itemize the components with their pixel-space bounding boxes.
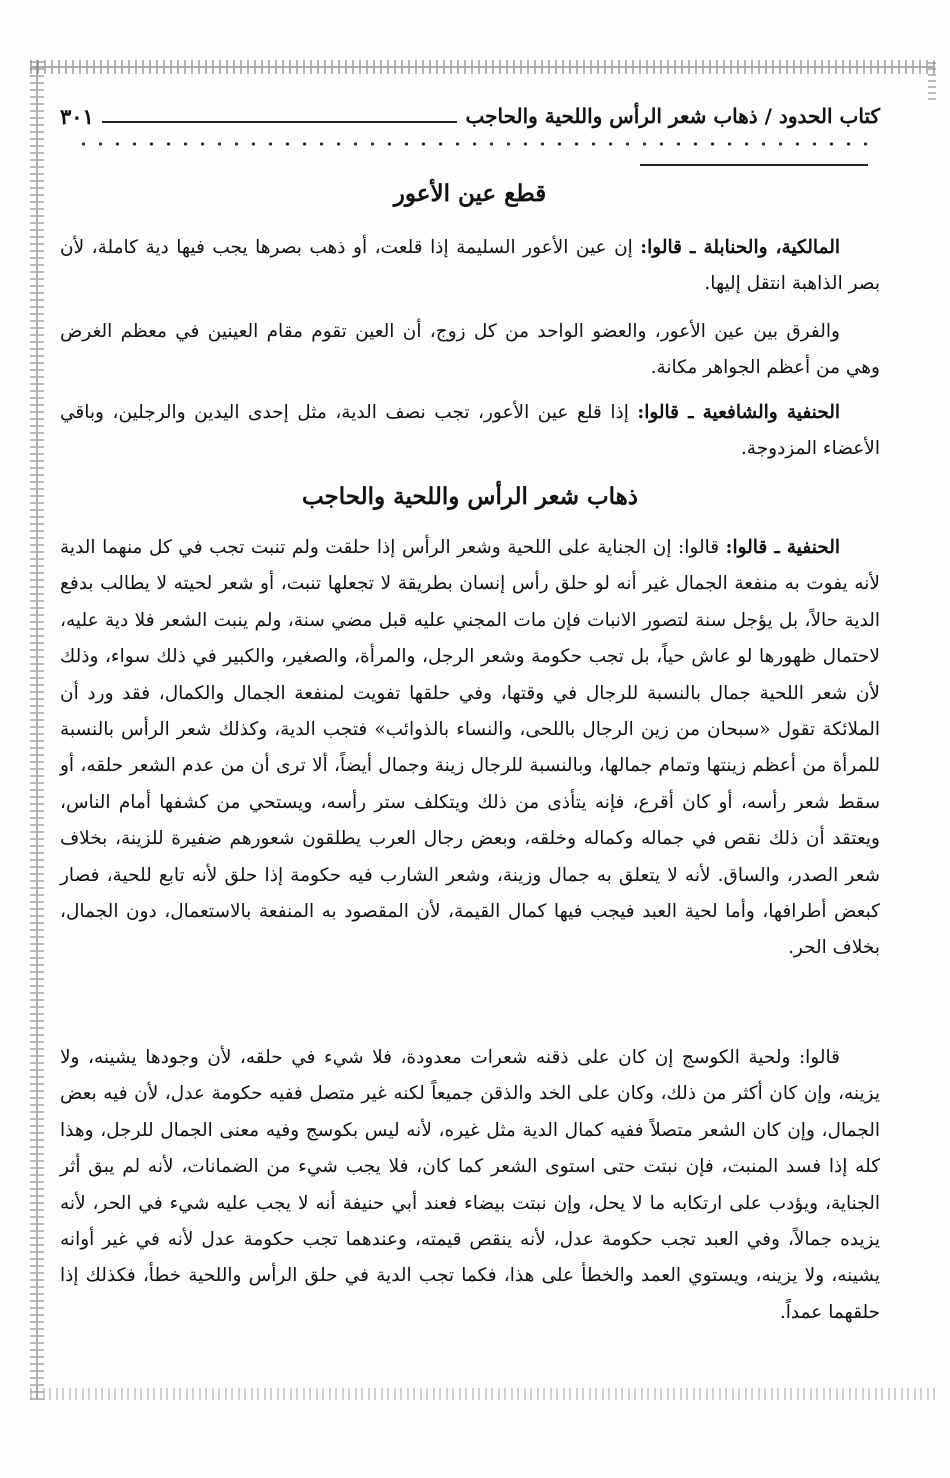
- dotted-divider: [75, 141, 875, 147]
- header-rule: [102, 121, 458, 123]
- page-number: ٣٠١: [60, 103, 94, 129]
- section1-p3-lead: الحنفية والشافعية ـ قالوا:: [637, 402, 840, 423]
- header-title: كتاب الحدود / ذهاب شعر الرأس واللحية والحاجب: [465, 104, 880, 128]
- section1-paragraph-2: [60, 314, 880, 387]
- section2-paragraph-2: [60, 1040, 880, 1331]
- section1-p1-lead: المالكية، والحنابلة ـ قالوا:: [640, 237, 840, 258]
- section2-p2-body: قالوا: ولحية الكوسج إن كان على ذقنه شعرات معدودة، فلا شيء في حلقه، لأن وجودها يشينه، ولا يزينه، وإن كان أكثر من ذلك، وكان على الخد والذقن جميعاً لكنه غير متصل ففيه حكومة عدل، لأن فيه بعض الجمال، وإن كان الشعر متصلاً ففيه كمال الدية مثل غيره، لأنه ليس بكوسج وفيه معنى الجمال للرجل، وهذا كله إذا فسد المنبت، فإن نبتت حتى استوى الشعر كما كان، فلا يجب شيء من الضمانات، لأنه لم يبق أثر الجناية، ويؤدب على ارتكابه ما لا يحل، وإن نبتت بيضاء فعند أبي حنيفة أنه لا يجب عليه شيء في الحر، لأنه يزيده جمالاً، وفي العبد تجب حكومة عدل، لأنه ينقص قيمته، وعندهما تجب حكومة عدل لأنه في غير أوانه يشينه، ولا يزينه، ويستوي العمد والخطأ على هذا، فكما تجب الدية في حلق الرأس واللحية خطأ، فكذلك إذا حلقهما عمداً.: [60, 1047, 880, 1323]
- section2-paragraph-1: [60, 530, 880, 967]
- section1-paragraph-3: [60, 395, 880, 468]
- section1-p1-body: إن عين الأعور السليمة إذا قلعت، أو ذهب بصرها يجب فيها دية كاملة، لأن بصر الذاهبة انتقل إليها.: [60, 237, 880, 295]
- section1-p2-body: والفرق بين عين الأعور، والعضو الواحد من كل زوج، أن العين تقوم مقام العينين في معظم الغرض وهي من أعظم الجواهر مكانة.: [60, 321, 880, 379]
- decorative-border-bottom: [30, 1388, 935, 1400]
- section1-paragraph-1: [60, 230, 880, 303]
- decorative-border-right: [928, 60, 936, 100]
- section2-heading: ذهاب شعر الرأس واللحية والحاجب: [301, 483, 639, 510]
- section2-p1-lead: الحنفية ـ قالوا:: [725, 537, 841, 558]
- section1-heading: قطع عين الأعور: [393, 180, 547, 207]
- decorative-border-left: [30, 60, 44, 1400]
- decorative-border-top: [30, 60, 935, 74]
- section1-p3-body: إذا قلع عين الأعور، تجب نصف الدية، مثل إحدى اليدين والرجلين، وباقي الأعضاء المزدوجة.: [60, 402, 880, 460]
- section2-p1-body: قالوا: إن الجناية على اللحية وشعر الرأس إذا حلقت ولم تنبت تجب في كل منهما الدية لأنه يفوت به منفعة الجمال غير أنه لو حلق رأس إنسان بطريقة لا تجعلها تنبت، أو شعر لحيته لا يطالب بدفع الدية حالاً، بل يؤجل سنة لتصور الانبات فإن مات المجني عليه قبل مضي سنة، ولم ينبت الشعر فلا دية عليه، لاحتمال ظهورها لو عاش حياً، بل تجب حكومة وشعر الرجل، والمرأة، والصغير، والكبير في ذلك سواء، وذلك لأن شعر اللحية جمال بالنسبة للرجال في وقتها، وفي حلقها تفويت لمنفعة الجمال والكمال، فقد ورد أن الملائكة تقول «سبحان من زين الرجال باللحى، والنساء بالذوائب» فتجب الدية، وكذلك شعر الرأس بالنسبة للمرأة من أعظم زينتها وتمام جمالها، وبالنسبة للرجال زينة وجمال أيضاً، ألا ترى أن من عدم الشعر حلقه، أو سقط شعر رأسه، أو كان أقرع، فإنه يتأذى من ذلك ويتكلف ستر رأسه، ويستحي من كشفها أمام الناس، ويعتقد أن ذلك نقص في جماله وكماله وخلقه، وبعض رجال العرب يطلقون شعورهم ضفيرة للزينة، بخلاف شعر الصدر، والساق. لأنه لا يتعلق به جمال وزينة، وشعر الشارب فيه حكومة إذا حلق لأنه تابع للحية، فصار كبعض أطرافها، وأما لحية العبد فيجب فيها كمال القيمة، لأن المقصود به المنفعة بالاستعمال، دون الجمال، بخلاف الحر.: [60, 537, 880, 959]
- section-rule: [640, 164, 868, 166]
- running-header: [60, 96, 880, 136]
